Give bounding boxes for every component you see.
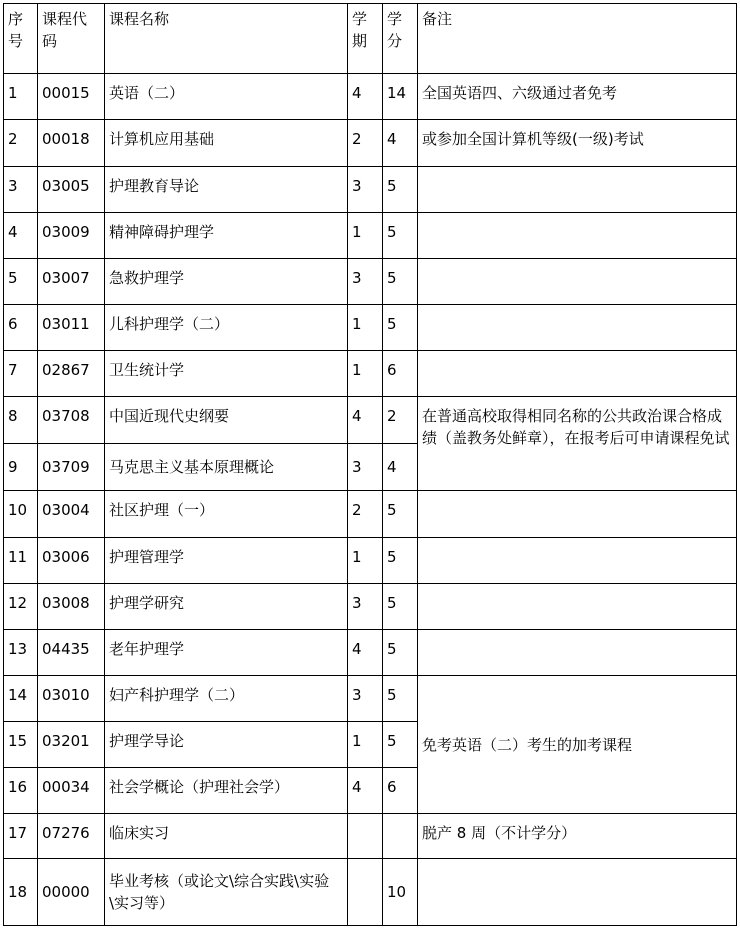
cell-seq: 9	[4, 444, 38, 491]
cell-credit: 14	[383, 74, 418, 120]
cell-name: 毕业考核（或论文\综合实践\实验\实习等）	[105, 859, 348, 926]
cell-code: 00015	[38, 74, 105, 120]
cell-note-english: 全国英语四、六级通过者免考	[418, 74, 737, 120]
cell-name: 计算机应用基础	[105, 120, 348, 167]
cell-credit: 4	[383, 120, 418, 167]
cell-credit: 5	[383, 259, 418, 305]
cell-code: 07276	[38, 814, 105, 859]
cell-credit: 5	[383, 167, 418, 213]
cell-term: 1	[348, 351, 383, 397]
cell-code: 03201	[38, 722, 105, 768]
table-row	[4, 584, 737, 630]
cell-note-empty	[418, 167, 737, 213]
cell-term: 4	[348, 768, 383, 814]
cell-term: 3	[348, 584, 383, 630]
cell-seq: 8	[4, 397, 38, 444]
cell-seq: 4	[4, 213, 38, 259]
cell-note-politics: 在普通高校取得相同名称的公共政治课合格成绩（盖教务处鲜章），在报考后可申请课程免试	[418, 397, 737, 491]
cell-name: 社区护理（一）	[105, 491, 348, 538]
table-row	[4, 120, 737, 167]
header-code: 课程代码	[38, 4, 105, 74]
cell-term	[348, 859, 383, 926]
cell-credit: 6	[383, 351, 418, 397]
table-row	[4, 259, 737, 305]
cell-name: 老年护理学	[105, 630, 348, 676]
cell-term: 4	[348, 630, 383, 676]
cell-credit	[383, 814, 418, 859]
cell-seq: 3	[4, 167, 38, 213]
cell-seq: 2	[4, 120, 38, 167]
course-table	[3, 3, 737, 926]
cell-name: 卫生统计学	[105, 351, 348, 397]
cell-name: 妇产科护理学（二）	[105, 676, 348, 722]
cell-name: 英语（二）	[105, 74, 348, 120]
cell-code: 03005	[38, 167, 105, 213]
cell-name: 儿科护理学（二）	[105, 305, 348, 351]
cell-name: 护理教育导论	[105, 167, 348, 213]
header-name: 课程名称	[105, 4, 348, 74]
cell-code: 00018	[38, 120, 105, 167]
cell-term: 1	[348, 722, 383, 768]
table-row	[4, 351, 737, 397]
cell-name: 护理管理学	[105, 538, 348, 584]
header-term: 学期	[348, 4, 383, 74]
cell-name: 临床实习	[105, 814, 348, 859]
cell-seq: 12	[4, 584, 38, 630]
cell-credit: 10	[383, 859, 418, 926]
cell-credit: 4	[383, 444, 418, 491]
cell-note-empty	[418, 351, 737, 397]
cell-credit: 5	[383, 538, 418, 584]
cell-seq: 1	[4, 74, 38, 120]
cell-code: 00000	[38, 859, 105, 926]
table-row	[4, 859, 737, 926]
cell-credit: 5	[383, 584, 418, 630]
cell-name: 护理学导论	[105, 722, 348, 768]
cell-term: 3	[348, 444, 383, 491]
cell-term: 2	[348, 491, 383, 538]
cell-credit: 2	[383, 397, 418, 444]
cell-code: 03011	[38, 305, 105, 351]
cell-name: 护理学研究	[105, 584, 348, 630]
cell-code: 03008	[38, 584, 105, 630]
cell-term: 4	[348, 397, 383, 444]
cell-term: 3	[348, 259, 383, 305]
cell-code: 03709	[38, 444, 105, 491]
cell-seq: 17	[4, 814, 38, 859]
cell-note-empty	[418, 491, 737, 538]
table-row	[4, 676, 737, 722]
cell-term: 1	[348, 213, 383, 259]
cell-term: 3	[348, 167, 383, 213]
cell-code: 03010	[38, 676, 105, 722]
cell-credit: 5	[383, 491, 418, 538]
cell-term: 3	[348, 676, 383, 722]
table-row	[4, 74, 737, 120]
cell-code: 03009	[38, 213, 105, 259]
cell-seq: 16	[4, 768, 38, 814]
table-row	[4, 167, 737, 213]
cell-seq: 13	[4, 630, 38, 676]
table-row	[4, 491, 737, 538]
cell-credit: 5	[383, 630, 418, 676]
cell-name: 急救护理学	[105, 259, 348, 305]
table-row	[4, 538, 737, 584]
table-row	[4, 814, 737, 859]
cell-term	[348, 814, 383, 859]
table-row	[4, 630, 737, 676]
cell-code: 03006	[38, 538, 105, 584]
cell-name: 马克思主义基本原理概论	[105, 444, 348, 491]
cell-seq: 15	[4, 722, 38, 768]
cell-note-empty	[418, 859, 737, 926]
cell-term: 1	[348, 305, 383, 351]
cell-name: 社会学概论（护理社会学）	[105, 768, 348, 814]
cell-seq: 6	[4, 305, 38, 351]
cell-note-empty	[418, 259, 737, 305]
header-note: 备注	[418, 4, 737, 74]
cell-note-empty	[418, 538, 737, 584]
cell-credit: 5	[383, 676, 418, 722]
cell-code: 02867	[38, 351, 105, 397]
table-row	[4, 397, 737, 444]
cell-credit: 5	[383, 305, 418, 351]
header-credit: 学分	[383, 4, 418, 74]
cell-credit: 5	[383, 722, 418, 768]
cell-credit: 5	[383, 213, 418, 259]
cell-seq: 10	[4, 491, 38, 538]
cell-term: 1	[348, 538, 383, 584]
cell-note-extra: 免考英语（二）考生的加考课程	[418, 676, 737, 814]
cell-credit: 6	[383, 768, 418, 814]
cell-term: 2	[348, 120, 383, 167]
cell-note-empty	[418, 305, 737, 351]
cell-code: 03007	[38, 259, 105, 305]
cell-note-internship: 脱产 8 周（不计学分）	[418, 814, 737, 859]
cell-seq: 14	[4, 676, 38, 722]
cell-code: 00034	[38, 768, 105, 814]
cell-note-empty	[418, 584, 737, 630]
cell-seq: 5	[4, 259, 38, 305]
cell-name: 中国近现代史纲要	[105, 397, 348, 444]
cell-code: 03708	[38, 397, 105, 444]
table-row	[4, 305, 737, 351]
header-seq: 序号	[4, 4, 38, 74]
cell-term: 4	[348, 74, 383, 120]
cell-note-empty	[418, 213, 737, 259]
cell-note-computer: 或参加全国计算机等级(一级)考试	[418, 120, 737, 167]
cell-seq: 18	[4, 859, 38, 926]
cell-note-empty	[418, 630, 737, 676]
header-row	[4, 4, 737, 74]
cell-seq: 11	[4, 538, 38, 584]
cell-code: 03004	[38, 491, 105, 538]
cell-code: 04435	[38, 630, 105, 676]
cell-name: 精神障碍护理学	[105, 213, 348, 259]
table-row	[4, 213, 737, 259]
cell-seq: 7	[4, 351, 38, 397]
